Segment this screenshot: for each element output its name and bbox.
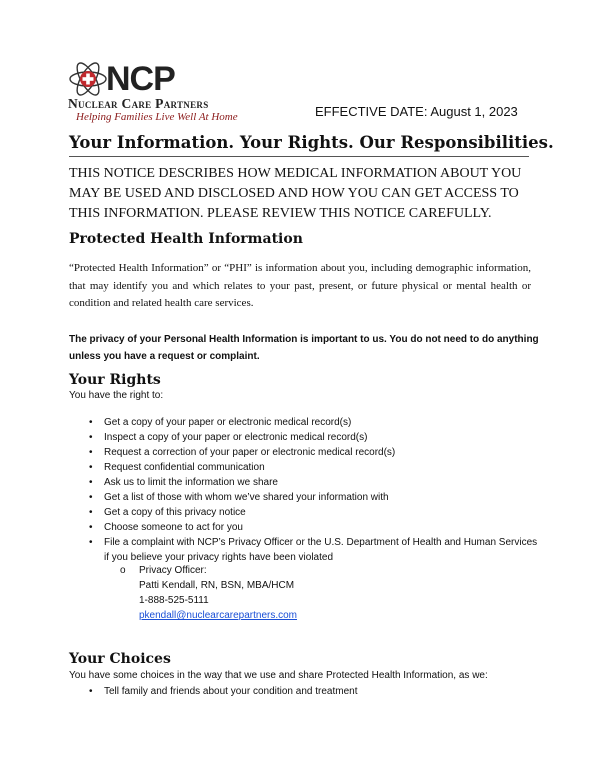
list-item: • File a complaint with NCP’s Privacy Officer or the U.S. Department of Health and Human Services — [89, 537, 538, 548]
choices-list — [69, 684, 357, 699]
choices-heading: Your Choices — [69, 651, 171, 667]
privacy-statement: The privacy of your Personal Health Information is important to us. You do not need to do anything unless you have a request or complaint. — [69, 334, 539, 362]
list-item: • Get a list of those with whom we’ve shared your information with — [89, 492, 389, 503]
logo-company-name: Nuclear Care Partners — [68, 96, 209, 111]
officer-name: Patti Kendall, RN, BSN, MBA/HCM — [139, 580, 295, 591]
title-divider — [69, 156, 529, 157]
logo-abbreviation: NCP — [106, 60, 175, 98]
rights-intro: You have the right to: — [69, 390, 164, 401]
list-item: • Get a copy of this privacy notice — [89, 507, 246, 518]
list-item: • Choose someone to act for you — [89, 522, 243, 533]
phi-paragraph: “Protected Health Information” or “PHI” is information about you, including demographic information, that may identify you and which relates to your past, present, or future physical or mental health or condition and related health care services. — [69, 262, 531, 309]
officer-label: Privacy Officer: — [139, 565, 207, 576]
nuclear-atom-icon — [68, 58, 108, 100]
list-item: • Tell family and friends about your condition and treatment — [89, 686, 358, 697]
list-item: • Inspect a copy of your paper or electronic medical record(s) — [89, 432, 368, 443]
sub-bullet-marker: o — [120, 565, 126, 576]
choices-intro: You have some choices in the way that we use and share Protected Health Information, as we: — [69, 670, 488, 681]
list-item: • Request a correction of your paper or electronic medical record(s) — [89, 447, 396, 458]
phi-heading: Protected Health Information — [69, 231, 303, 247]
list-item: • Get a copy of your paper or electronic medical record(s) — [89, 417, 352, 428]
rights-list — [69, 415, 537, 565]
effective-date: EFFECTIVE DATE: August 1, 2023 — [315, 104, 518, 119]
officer-phone: 1-888-525-5111 — [139, 595, 209, 606]
rights-heading: Your Rights — [69, 372, 161, 388]
ncp-logo — [68, 58, 243, 124]
page-title: Your Information. Your Rights. Our Responsibilities. — [69, 133, 554, 152]
list-item: • Request confidential communication — [89, 462, 265, 473]
officer-email-link[interactable]: pkendall@nuclearcarepartners.com — [139, 610, 298, 621]
list-item: • Ask us to limit the information we share — [89, 477, 278, 488]
logo-tagline: Helping Families Live Well At Home — [76, 111, 238, 123]
notice-statement: THIS NOTICE DESCRIBES HOW MEDICAL INFORMATION ABOUT YOU MAY BE USED AND DISCLOSED AND HOW YOU CAN GET ACCESS TO THIS INFORMATION. PLEASE REVIEW THIS NOTICE CAREFULLY. — [69, 166, 522, 221]
list-item-continuation: if you believe your privacy rights have been violated — [104, 552, 334, 563]
